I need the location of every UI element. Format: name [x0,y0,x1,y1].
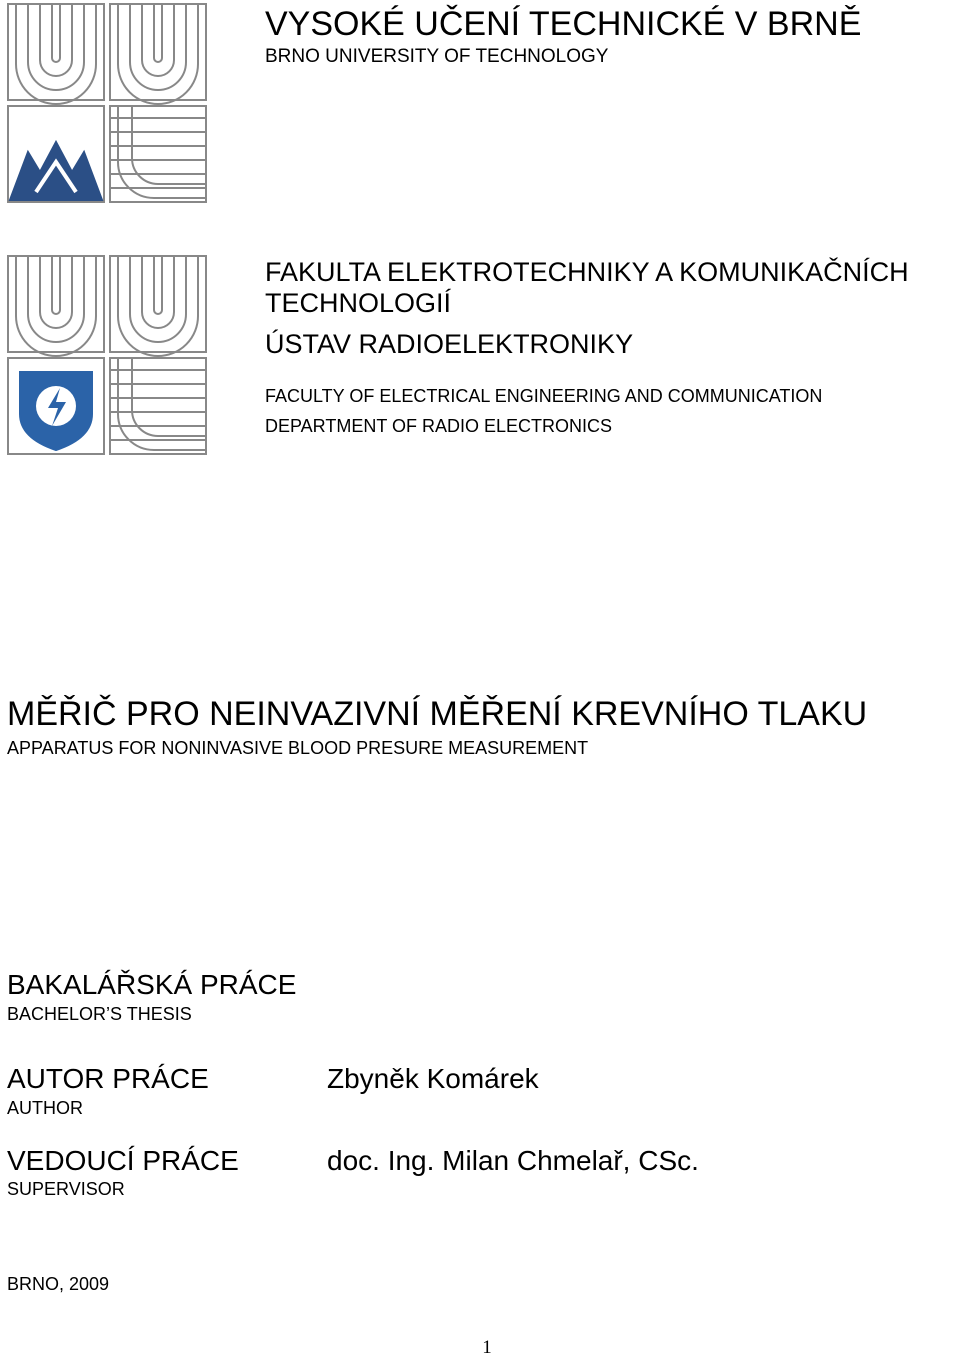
author-label-en: AUTHOR [7,1098,83,1118]
supervisor-label-en: SUPERVISOR [7,1179,125,1199]
faculty-name-cz-line2: TECHNOLOGIÍ [265,288,452,318]
thesis-type-en: BACHELOR’S THESIS [7,1004,192,1024]
supervisor-name: doc. Ing. Milan Chmelař, CSc. [327,1145,699,1176]
department-name-cz: ÚSTAV RADIOELEKTRONIKY [265,329,634,359]
city-year: BRNO, 2009 [7,1274,110,1294]
faculty-name-en: FACULTY OF ELECTRICAL ENGINEERING AND COMMUNICATION [265,386,823,406]
page-number: 1 [482,1337,492,1358]
author-label-cz: AUTOR PRÁCE [7,1063,209,1094]
university-name-cz: VYSOKÉ UČENÍ TECHNICKÉ V BRNĚ [265,5,862,43]
thesis-title-cz: MĚŘIČ PRO NEINVAZIVNÍ MĚŘENÍ KREVNÍHO TLAKU [7,695,868,733]
university-logo [6,2,210,206]
supervisor-label-cz: VEDOUCÍ PRÁCE [7,1145,239,1176]
department-name-en: DEPARTMENT OF RADIO ELECTRONICS [265,416,613,436]
author-name: Zbyněk Komárek [327,1063,539,1094]
faculty-logo [6,254,210,458]
university-name-en: BRNO UNIVERSITY OF TECHNOLOGY [265,46,609,67]
thesis-title-en: APPARATUS FOR NONINVASIVE BLOOD PRESURE MEASUREMENT [7,738,589,758]
faculty-name-cz-line1: FAKULTA ELEKTROTECHNIKY A KOMUNIKAČNÍCH [265,257,909,287]
thesis-type-cz: BAKALÁŘSKÁ PRÁCE [7,969,297,1000]
